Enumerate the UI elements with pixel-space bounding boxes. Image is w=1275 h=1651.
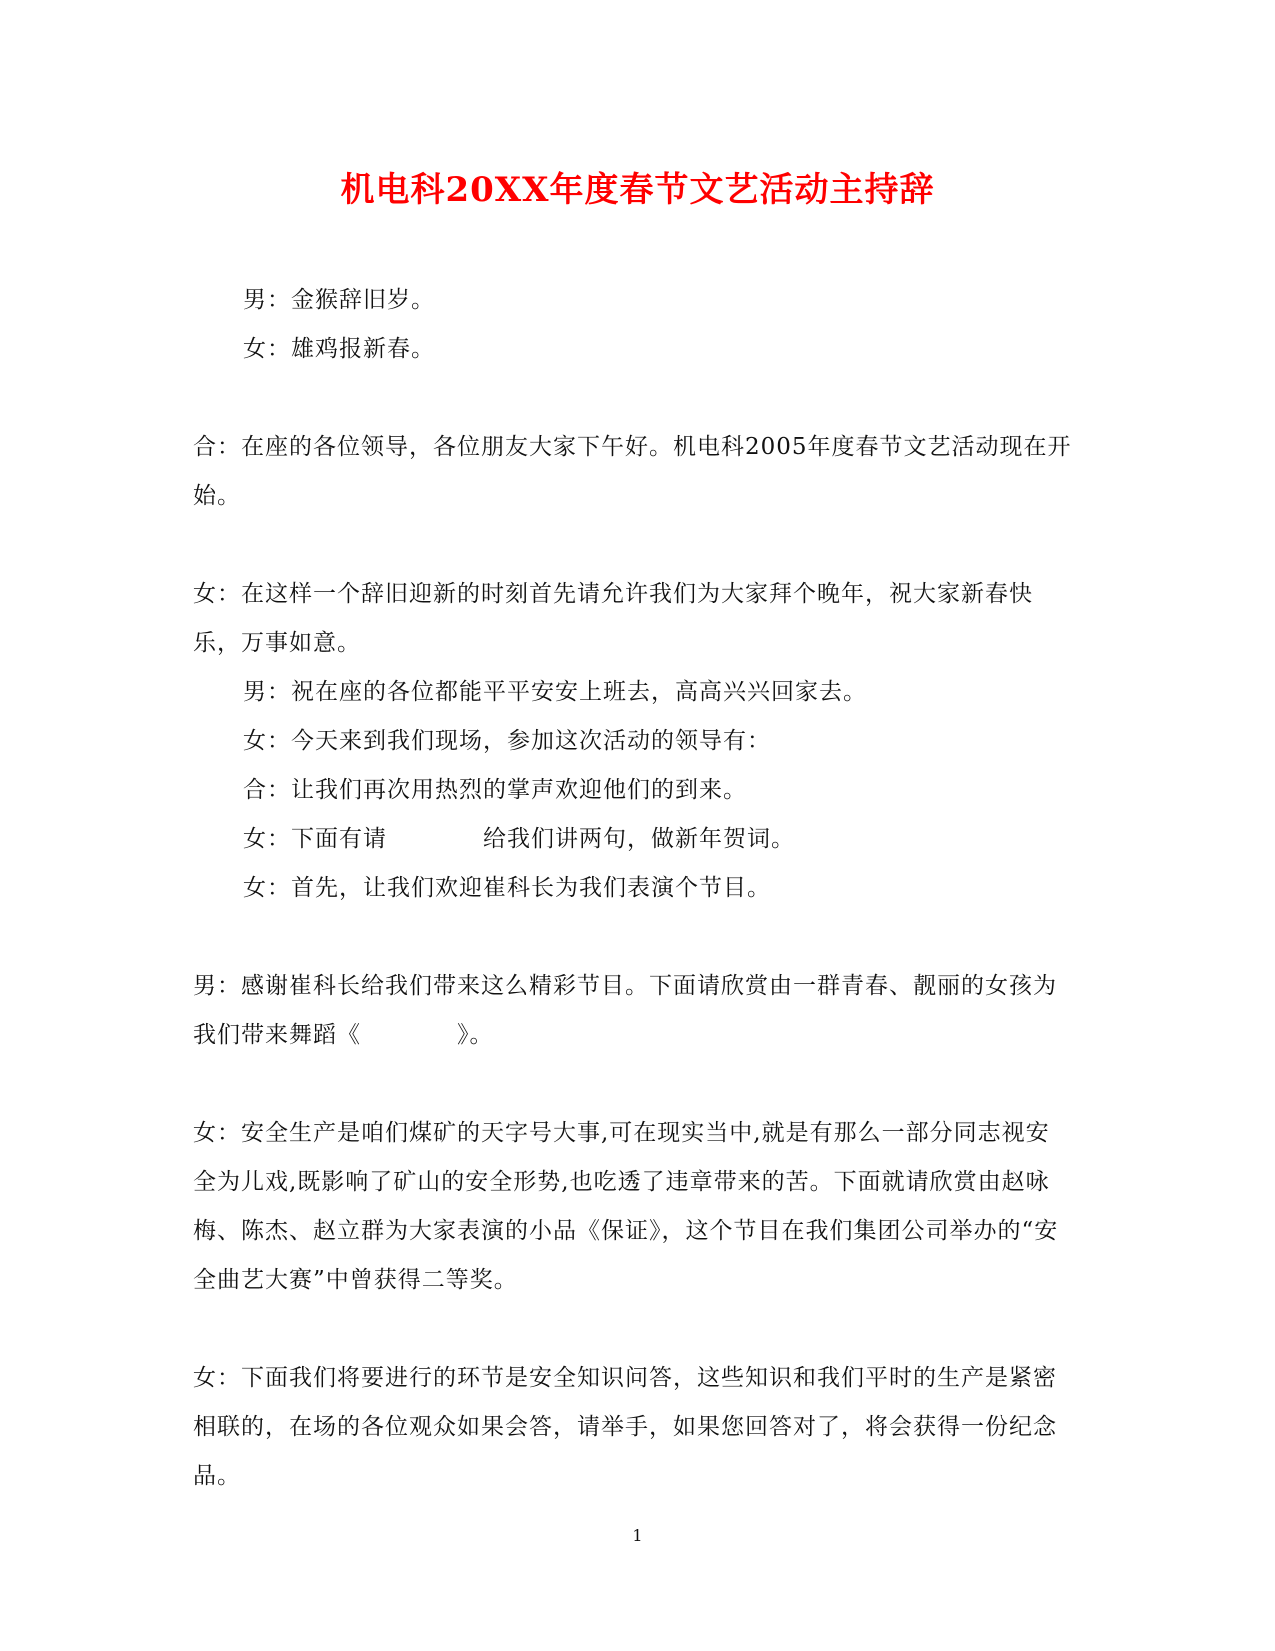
page-number: 1 — [632, 1526, 643, 1545]
document-body — [193, 276, 1073, 1501]
paragraph: 女：今天来到我们现场，参加这次活动的领导有： — [243, 728, 771, 754]
document-title: 机电科20XX年度春节文艺活动主持辞 — [340, 170, 935, 210]
paragraph-gap — [193, 521, 1073, 570]
paragraph: 男：金猴辞旧岁。 — [243, 287, 435, 313]
paragraph-gap — [193, 913, 1073, 962]
paragraph: 女：下面有请 给我们讲两句，做新年贺词。 — [243, 826, 795, 852]
paragraph: 合：在座的各位领导，各位朋友大家下午好。机电科2005年度春节文艺活动现在开始。 — [193, 434, 1072, 509]
paragraph: 合：让我们再次用热烈的掌声欢迎他们的到来。 — [243, 777, 747, 803]
paragraph: 男：感谢崔科长给我们带来这么精彩节目。下面请欣赏由一群青春、靓丽的女孩为我们带来舞蹈《 》。 — [193, 973, 1057, 1048]
paragraph: 女：安全生产是咱们煤矿的天字号大事,可在现实当中,就是有那么一部分同志视安全为儿戏,既影响了矿山的安全形势,也吃透了违章带来的苦。下面就请欣赏由赵咏梅、陈杰、赵立群为大家表演的小品《保证》，这个节目在我们集团公司举办的“安全曲艺大赛”中曾获得二等奖。 — [193, 1120, 1059, 1293]
paragraph: 女：雄鸡报新春。 — [243, 336, 435, 362]
paragraph-gap — [193, 1305, 1073, 1354]
paragraph-gap — [193, 1060, 1073, 1109]
paragraph: 女：首先，让我们欢迎崔科长为我们表演个节目。 — [243, 875, 771, 901]
paragraph: 女：在这样一个辞旧迎新的时刻首先请允许我们为大家拜个晚年，祝大家新春快乐，万事如意。 — [193, 581, 1033, 656]
paragraph-gap — [193, 374, 1073, 423]
paragraph: 男：祝在座的各位都能平平安安上班去，高高兴兴回家去。 — [243, 679, 867, 705]
paragraph: 女：下面我们将要进行的环节是安全知识问答，这些知识和我们平时的生产是紧密相联的，在场的各位观众如果会答，请举手，如果您回答对了，将会获得一份纪念品。 — [193, 1365, 1057, 1489]
